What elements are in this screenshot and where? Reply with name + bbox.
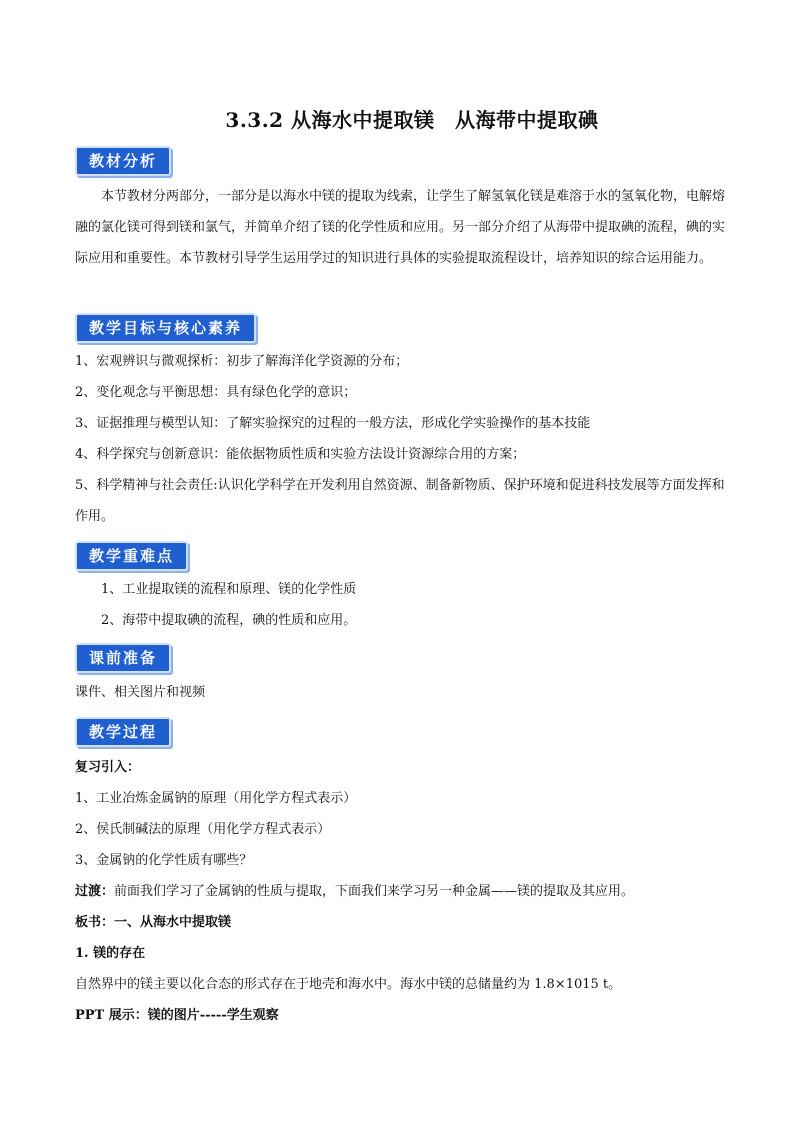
review-item: 2、侯氏制碱法的原理（用化学方程式表示） (75, 822, 331, 837)
transition-line (75, 882, 725, 902)
keypoint-item: 1、工业提取镁的流程和原理、镁的化学性质 (101, 582, 357, 597)
review-item: 1、工业冶炼金属钠的原理（用化学方程式表示） (75, 791, 357, 806)
review-label: 复习引入： (75, 760, 141, 775)
review-item: 3、金属钠的化学性质有哪些？ (75, 853, 253, 868)
ppt-line: PPT 展示：镁的图片-----学生观察 (75, 1008, 279, 1023)
section-heading-process: 教学过程 (75, 717, 171, 747)
section-heading-keypoints: 教学重难点 (75, 541, 188, 571)
keypoint-item: 2、海带中提取碘的流程，碘的性质和应用。 (101, 613, 357, 628)
transition-text: 前面我们学习了金属钠的性质与提取，下面我们来学习另一种金属——镁的提取及其应用。 (114, 884, 635, 899)
analysis-paragraph: 本节教材分两部分，一部分是以海水中镁的提取为线索，让学生了解氢氧化镁是难溶于水的氢氧化物，电解熔融的氯化镁可得到镁和氯气，并简单介绍了镁的化学性质和应用。另一部分介绍了从海带中提取碘的流程，碘的实际应用和重要性。本节教材引导学生运用学过的知识进行具体的实验提取流程设计，培养知识的综合运用能力。 (75, 189, 726, 266)
goal-item: 3、证据推理与模型认知：了解实验探究的过程的一般方法，形成化学实验操作的基本技能 (75, 416, 591, 431)
section-heading-goals: 教学目标与核心素养 (75, 313, 256, 343)
board-heading: 板书：一、从海水中提取镁 (75, 915, 232, 930)
prep-text: 课件、相关图片和视频 (75, 685, 206, 700)
goal-item: 1、宏观辨识与微观探析：初步了解海洋化学资源的分布； (75, 354, 409, 369)
page-title: 3.3.2 从海水中提取镁 从海带中提取碘 (225, 108, 599, 132)
section-heading-analysis: 教材分析 (75, 146, 171, 176)
section-heading-prep: 课前准备 (75, 643, 171, 673)
goal-item: 4、科学探究与创新意识：能依据物质性质和实验方法设计资源综合用的方案； (75, 447, 526, 462)
transition-label: 过渡： (75, 884, 115, 899)
subheading-existence: 1. 镁的存在 (75, 946, 146, 961)
goal-item: 5、科学精神与社会责任:认识化学科学在开发利用自然资源、制备新物质、保护环境和促进科技发展等方面发挥和作用。 (75, 478, 725, 524)
existence-text: 自然界中的镁主要以化合态的形式存在于地壳和海水中。海水中镁的总储量约为 1.8×1015 t。 (75, 977, 622, 992)
goal-item: 2、变化观念与平衡思想：具有绿色化学的意识； (75, 385, 357, 400)
